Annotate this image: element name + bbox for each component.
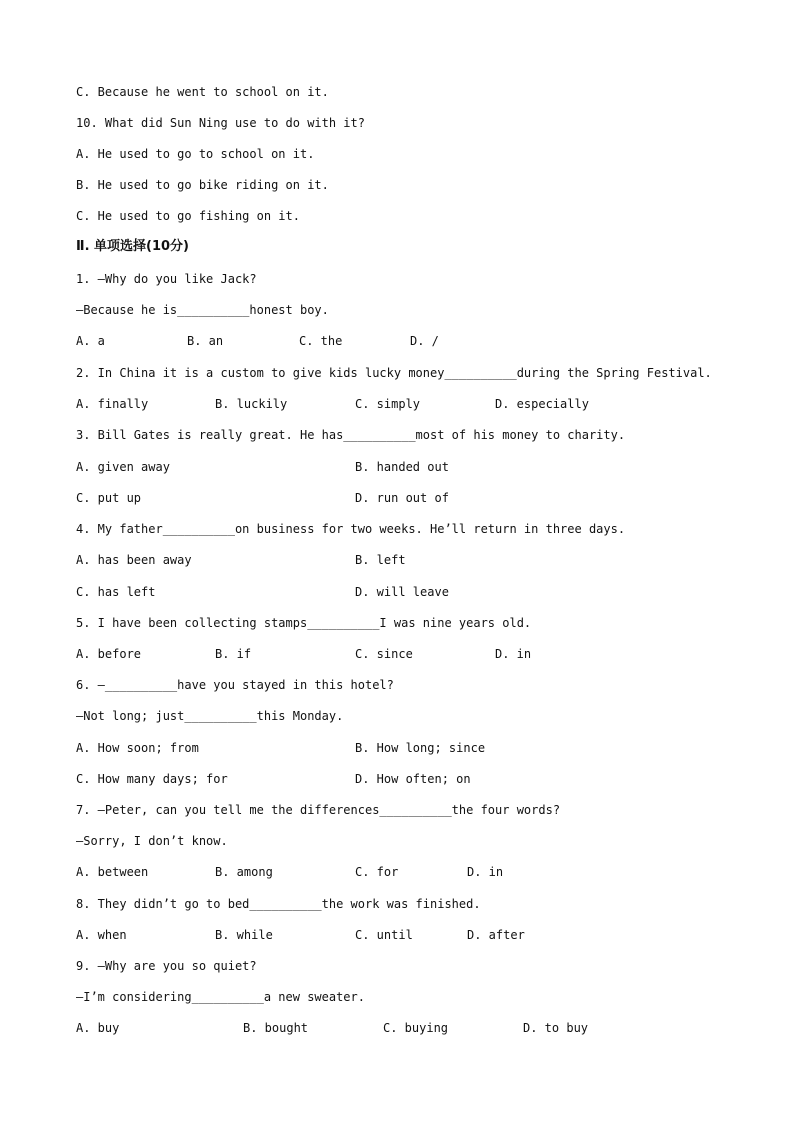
- q2-stem: 2. In China it is a custom to give kids lucky money__________during the Spring Festival.: [76, 366, 712, 380]
- q9-option-d: D. to buy: [523, 1021, 589, 1035]
- q5-option-b: B. if: [215, 647, 252, 661]
- q7-dialogue: —Sorry, I don’t know.: [76, 834, 228, 848]
- q-listening-10-option-b: B. He used to go bike riding on it.: [76, 178, 329, 192]
- q7-stem: 7. —Peter, can you tell me the differences__________the four words?: [76, 803, 561, 817]
- q8-option-b: B. while: [215, 928, 273, 942]
- q3-stem: 3. Bill Gates is really great. He has__________most of his money to charity.: [76, 428, 626, 442]
- q1-dialogue: —Because he is__________honest boy.: [76, 303, 329, 317]
- q-listening-10-option-a: A. He used to go to school on it.: [76, 147, 315, 161]
- q6-option-b: B. How long; since: [355, 741, 486, 755]
- q3-option-d: D. run out of: [355, 491, 449, 505]
- q8-stem: 8. They didn’t go to bed__________the work was finished.: [76, 897, 481, 911]
- q9-option-b: B. bought: [243, 1021, 309, 1035]
- q3-option-b: B. handed out: [355, 460, 449, 474]
- q2-option-d: D. especially: [495, 397, 589, 411]
- q1-option-a: A. a: [76, 334, 105, 348]
- q2-option-b: B. luckily: [215, 397, 288, 411]
- q9-option-a: A. buy: [76, 1021, 120, 1035]
- q8-option-a: A. when: [76, 928, 127, 942]
- q6-option-c: C. How many days; for: [76, 772, 228, 786]
- q6-dialogue: —Not long; just__________this Monday.: [76, 709, 344, 723]
- q5-option-c: C. since: [355, 647, 413, 661]
- q6-option-a: A. How soon; from: [76, 741, 199, 755]
- q4-stem: 4. My father__________on business for two weeks. He’ll return in three days.: [76, 522, 626, 536]
- q-listening-10-option-c: C. He used to go fishing on it.: [76, 209, 300, 223]
- q5-option-a: A. before: [76, 647, 142, 661]
- q6-option-d: D. How often; on: [355, 772, 471, 786]
- q4-option-c: C. has left: [76, 585, 156, 599]
- q3-option-c: C. put up: [76, 491, 142, 505]
- q8-option-c: C. until: [355, 928, 413, 942]
- q5-option-d: D. in: [495, 647, 532, 661]
- q1-option-d: D. /: [410, 334, 439, 348]
- q7-option-a: A. between: [76, 865, 149, 879]
- q9-dialogue: —I’m considering__________a new sweater.: [76, 990, 365, 1004]
- q1-option-c: C. the: [299, 334, 343, 348]
- q1-option-b: B. an: [187, 334, 224, 348]
- q8-option-d: D. after: [467, 928, 525, 942]
- q7-option-c: C. for: [355, 865, 399, 879]
- q4-option-b: B. left: [355, 553, 406, 567]
- q1-stem: 1. —Why do you like Jack?: [76, 272, 257, 286]
- q7-option-b: B. among: [215, 865, 273, 879]
- q4-option-d: D. will leave: [355, 585, 449, 599]
- q2-option-a: A. finally: [76, 397, 149, 411]
- q3-option-a: A. given away: [76, 460, 170, 474]
- q-listening-10-stem: 10. What did Sun Ning use to do with it?: [76, 116, 365, 130]
- q7-option-d: D. in: [467, 865, 504, 879]
- q-listening-9-option-c: C. Because he went to school on it.: [76, 85, 329, 99]
- q5-stem: 5. I have been collecting stamps__________I was nine years old.: [76, 616, 532, 630]
- q9-stem: 9. —Why are you so quiet?: [76, 959, 257, 973]
- q4-option-a: A. has been away: [76, 553, 192, 567]
- section-heading: Ⅱ. 单项选择(10分): [76, 239, 190, 254]
- q6-stem: 6. —__________have you stayed in this hotel?: [76, 678, 394, 692]
- q9-options: [76, 1020, 589, 1116]
- q9-option-c: C. buying: [383, 1021, 449, 1035]
- q2-option-c: C. simply: [355, 397, 421, 411]
